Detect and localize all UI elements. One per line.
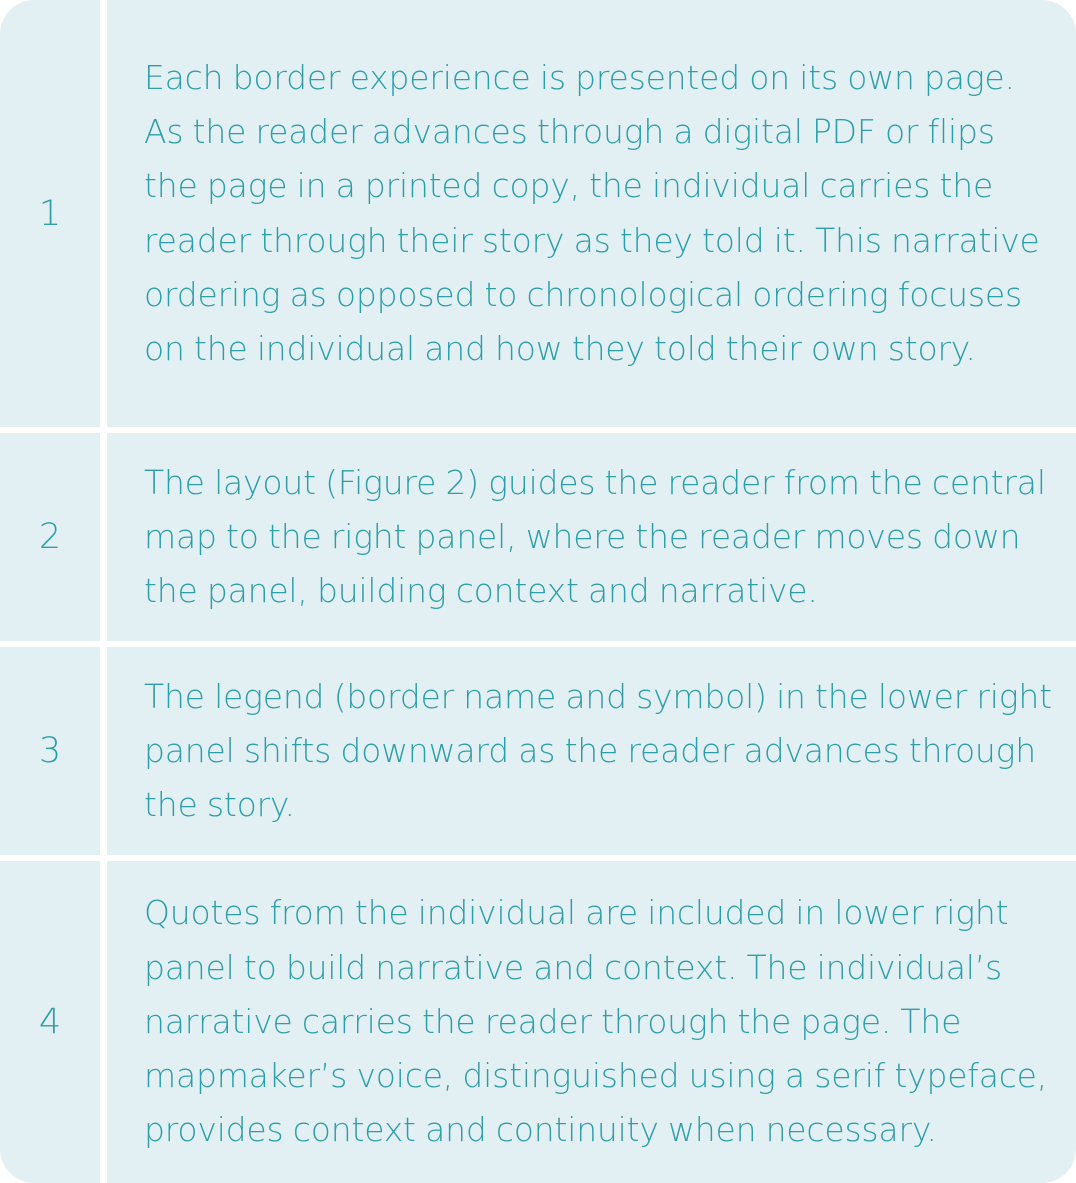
table-row [0, 433, 1076, 641]
row-number: 4 [0, 861, 100, 1183]
row-text: Quotes from the individual are included in lower right panel to build narrative and context. The individual’s narrative carries the reader through the page. The mapmaker’s voice, distinguished using a serif typeface, provides context and continuity when necessary. [144, 893, 1048, 1150]
row-number: 3 [0, 647, 100, 855]
row-text: Each border experience is presented on its own page. As the reader advances through a digital PDF or flips the page in a printed copy, the individual carries the reader through their story as they told it. This narrative ordering as opposed to chronological ordering focuses on the individual and how they told their own story. [144, 57, 1040, 368]
table-row [0, 647, 1076, 855]
row-text-cell [107, 647, 1076, 855]
table-row [0, 861, 1076, 1183]
table-row [0, 0, 1076, 427]
row-text: The layout (Figure 2) guides the reader from the central map to the right panel, where the reader moves down the panel, building context and narrative. [144, 462, 1046, 611]
row-text-cell [107, 0, 1076, 427]
row-number: 1 [0, 0, 100, 427]
row-text-cell [107, 433, 1076, 641]
row-text: The legend (border name and symbol) in the lower right panel shifts downward as the reader advances through the story. [144, 676, 1052, 825]
row-number: 2 [0, 433, 100, 641]
row-text-cell [107, 861, 1076, 1183]
